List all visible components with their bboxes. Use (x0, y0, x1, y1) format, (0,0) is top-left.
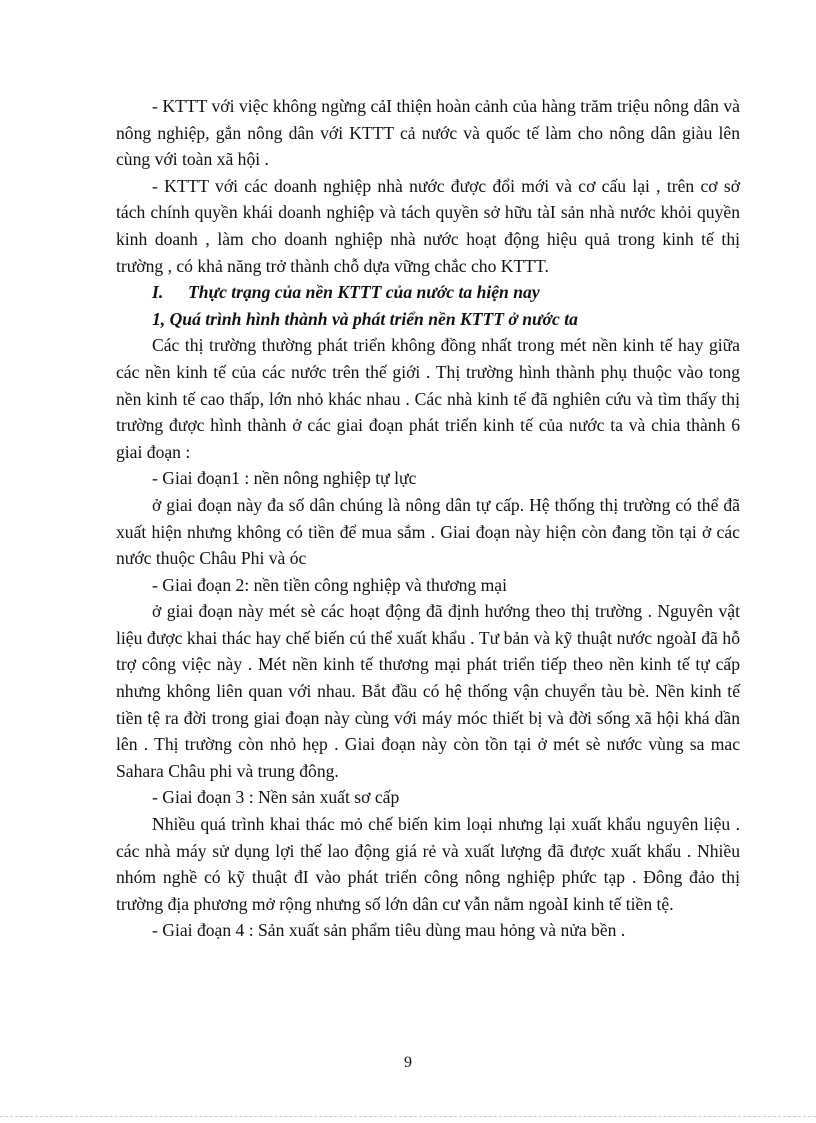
section-heading (116, 279, 740, 306)
page-bottom-divider (0, 1116, 816, 1117)
section-title: Thực trạng của nền KTTT của nước ta hiện nay (188, 282, 540, 303)
stage-3-title: - Giai đoạn 3 : Nền sản xuất sơ cấp (152, 787, 400, 808)
bullet-paragraph-state-enterprises: - KTTT với các doanh nghiệp nhà nước được đổi mới và cơ cấu lại , trên cơ sở tách chính quyền khái doanh nghiệp và tách quyền sở hữu tàI sản nhà nước khỏi quyền kinh doanh , làm cho doanh nghiệp nhà nước hoạt động hiệu quả trong kinh tế thị trường , có khả năng trở thành chỗ dựa vững chắc cho KTTT. (116, 175, 740, 276)
stage-4-title: - Giai đoạn 4 : Sản xuất sản phẩm tiêu dùng mau hỏng và nửa bền . (152, 920, 626, 941)
section-number: I. (152, 282, 164, 303)
page-body (116, 93, 740, 944)
stage-1-title: - Giai đoạn1 : nền nông nghiệp tự lực (152, 468, 417, 489)
page-number: 9 (404, 1054, 412, 1071)
stage-2-paragraph: ở giai đoạn này mét sè các hoạt động đã định hướng theo thị trường . Nguyên vật liệu được khai thác hay chế biến cú thể xuất khẩu . Tư bản và kỹ thuật nước ngoàI đã hỗ trợ công việc này . Mét nền kinh tế thương mại phát triển tiếp theo nền kinh tế tự cấp nhưng không liên quan với nhau. Bắt đầu có hệ thống vận chuyển tàu bè. Nền kinh tế tiền tệ ra đời trong giai đoạn này cùng với máy móc thiết bị và đời sống xã hội khá dần lên . Thị trường còn nhỏ hẹp . Giai đoạn này còn tồn tại ở mét sè nước vùng sa mac Sahara Châu phi và trung đông. (116, 601, 740, 781)
stage-3-paragraph: Nhiều quá trình khai thác mỏ chế biến kim loại nhưng lại xuất khẩu nguyên liệu . các nhà máy sử dụng lợi thế lao động giá rẻ và xuất lượng đã được xuất khẩu . Nhiều nhóm nghề có kỹ thuật đI vào phát triển công nông nghiệp phức tạp . Đông đảo thị trường địa phương mở rộng nhưng số lớn dân cư vẫn nằm ngoàI kinh tế tiền tệ. (116, 814, 740, 914)
bullet-paragraph-farmers: - KTTT với việc không ngừng cảI thiện hoàn cảnh của hàng trăm triệu nông dân và nông nghiệp, gắn nông dân với KTTT cả nước và quốc tế làm cho nông dân giàu lên cùng với toàn xã hội . (116, 96, 740, 170)
stage-1-paragraph: ở giai đoạn này đa số dân chúng là nông dân tự cấp. Hệ thống thị trường có thể đã xuất hiện nhưng không có tiền để mua sắm . Giai đoạn này hiện còn đang tồn tại ở các nước thuộc Châu Phi và óc (116, 494, 740, 569)
subsection-heading: 1, Quá trình hình thành và phát triển nền KTTT ở nước ta (152, 308, 578, 329)
stage-2-title: - Giai đoạn 2: nền tiền công nghiệp và thương mại (152, 574, 507, 595)
intro-paragraph: Các thị trường thường phát triển không đồng nhất trong mét nền kinh tế hay giữa các nền kinh tế của các nước trên thế giới . Thị trường hình thành phụ thuộc vào tong nền kinh tế cao thấp, lớn nhỏ khác nhau . Các nhà kinh tế đã nghiên cứu và tìm thấy thị trường được hình thành ở các giai đoạn phát triển kinh tế của nước ta và chia thành 6 giai đoạn : (116, 335, 740, 462)
